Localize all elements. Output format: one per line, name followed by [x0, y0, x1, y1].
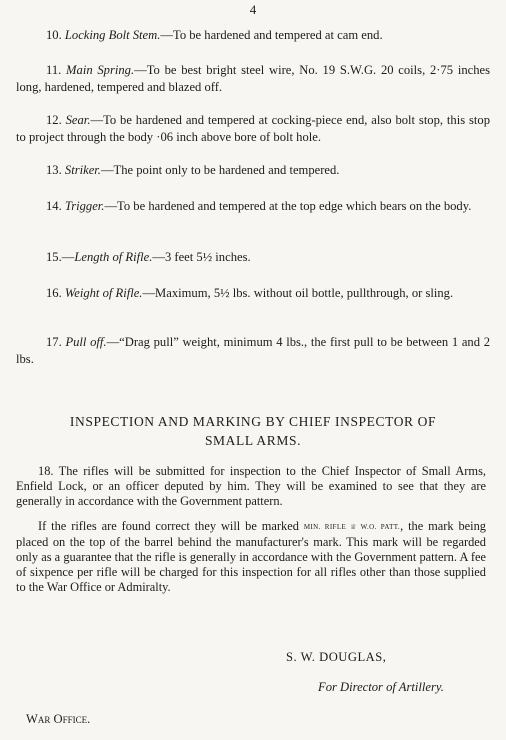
paragraph-18: 18. The rifles will be submitted for inspection to the Chief Inspector of Small Arms, Enfield Lock, or an officer deputed by him. They will be examined to see that they are generally in accordance with the Government pattern. — [16, 464, 486, 508]
item-12 — [16, 112, 490, 146]
item-text: —To be best bright steel wire, No. 19 S.W.G. 20 coils, 2·75 inches long, hardened, tempered and blazed off. — [16, 63, 491, 94]
signature-name: S. W. DOUGLAS, — [286, 650, 387, 664]
item-17 — [16, 334, 490, 368]
item-title: Locking Bolt Stem. — [64, 28, 161, 42]
item-title: Length of Rifle. — [74, 250, 153, 264]
marking-text-after: , the mark being placed on the top of the barrel behind the manufacturer's mark. This mark will be regarded only as a guarantee that the rifle is generally in accordance with the Government pattern. A fee of sixpence per rifle will be charged for this inspection for all rifles other than those supplied to the War Office or Admiralty. — [16, 519, 487, 594]
item-number: 15.— — [46, 250, 75, 264]
paragraph-marking — [16, 519, 486, 595]
item-number: 13. — [46, 163, 62, 177]
item-number: 17. — [46, 335, 62, 349]
section-heading — [18, 412, 488, 450]
item-10 — [16, 27, 506, 44]
item-number: 12. — [46, 113, 62, 127]
item-14 — [16, 198, 490, 215]
item-title: Weight of Rifle. — [64, 286, 143, 300]
page-number: 4 — [249, 2, 257, 17]
item-16 — [16, 285, 490, 302]
item-text: —Maximum, 5½ lbs. without oil bottle, pullthrough, or sling. — [142, 286, 454, 300]
signature-title: For Director of Artillery. — [318, 680, 444, 694]
item-text: —The point only to be hardened and tempered. — [100, 163, 340, 177]
office-name: War Office. — [26, 712, 91, 726]
item-text: —3 feet 5½ inches. — [152, 250, 251, 264]
item-title: Pull off. — [65, 335, 107, 349]
item-number: 11. — [46, 63, 62, 77]
item-title: Trigger. — [64, 199, 105, 213]
item-title: Main Spring. — [66, 63, 135, 77]
inspection-mark: MIN. RIFLE ♕ W.O. PATT. — [303, 523, 401, 531]
heading-line-1: INSPECTION AND MARKING BY CHIEF INSPECTOR OF — [69, 414, 437, 429]
item-15 — [16, 249, 490, 266]
item-text: —“Drag pull” weight, minimum 4 lbs., the first pull to be between 1 and 2 lbs. — [16, 335, 490, 366]
item-title: Striker. — [64, 163, 101, 177]
heading-line-2: SMALL ARMS. — [204, 433, 302, 448]
item-13 — [16, 162, 490, 179]
marking-text-before: If the rifles are found correct they will be marked — [38, 519, 299, 533]
item-11 — [16, 62, 490, 96]
item-text: —To be hardened and tempered at cocking-piece end, also bolt stop, this stop to project through the body ·06 inch above bore of bolt hole. — [16, 113, 490, 144]
item-text: —To be hardened and tempered at the top edge which bears on the body. — [104, 199, 472, 213]
item-text: —To be hardened and tempered at cam end. — [160, 28, 383, 42]
item-number: 14. — [46, 199, 62, 213]
item-title: Sear. — [65, 113, 91, 127]
item-number: 10. — [46, 28, 62, 42]
item-number: 16. — [46, 286, 62, 300]
